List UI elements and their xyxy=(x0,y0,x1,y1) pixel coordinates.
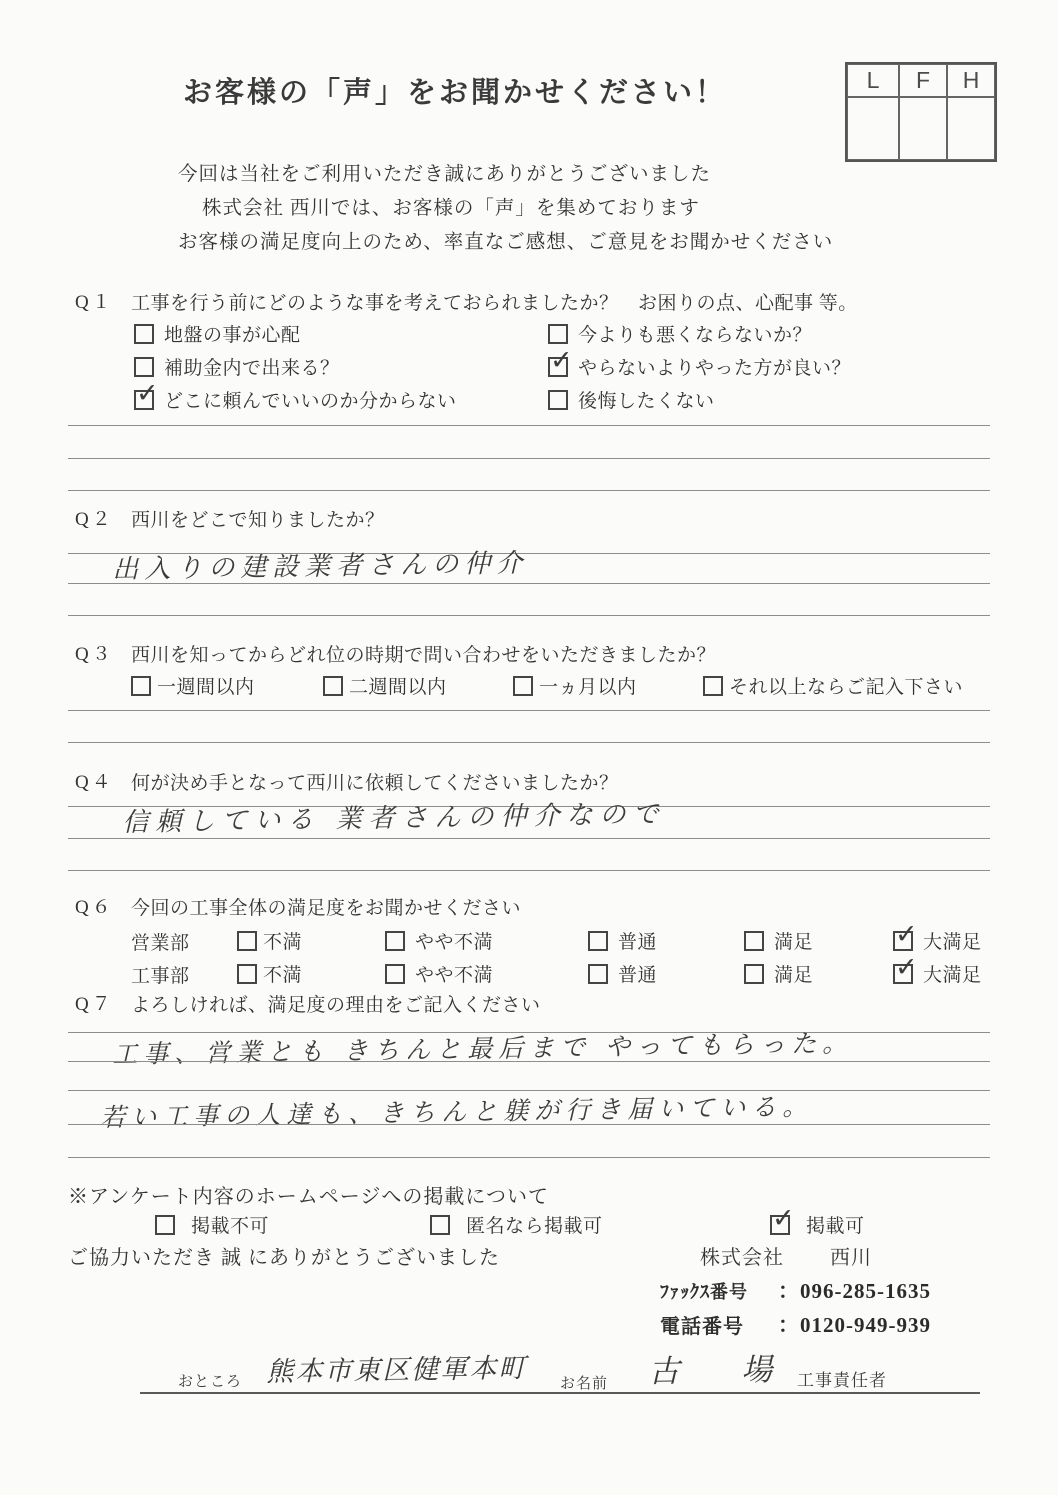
option-label: 普通 xyxy=(618,932,658,953)
ruled-line xyxy=(68,615,990,616)
stamp-header-h: H xyxy=(947,64,995,97)
handwritten-address: 熊本市東区健軍本町 xyxy=(266,1352,528,1388)
option-label: 満足 xyxy=(774,965,814,986)
q2-question-text: 西川をどこで知りましたか？ xyxy=(131,510,385,531)
option-label: 今よりも悪くならないか？ xyxy=(578,325,813,346)
ruled-line xyxy=(68,870,990,871)
q6-question-text: 今回の工事全体の満足度をお聞かせください xyxy=(131,898,522,919)
q3-option-longer xyxy=(703,672,963,699)
q3-number: Q３ xyxy=(75,644,114,665)
option-label: 掲載不可 xyxy=(191,1216,270,1237)
q1-number: Q１ xyxy=(75,292,114,313)
phone-number: ：0120-949-939 xyxy=(778,1313,931,1337)
option-label: 一週間以内 xyxy=(157,677,255,698)
q1-option-no-regret xyxy=(548,386,715,413)
thanks-text: ご協力いただき 誠 にありがとうございました xyxy=(68,1247,500,1269)
q1-option-within-subsidy xyxy=(134,353,340,380)
q3-option-within-2-weeks xyxy=(323,672,447,699)
option-label: 地盤の事が心配 xyxy=(164,325,301,346)
checkbox xyxy=(548,344,573,377)
checkbox xyxy=(131,676,151,696)
q6-number: Q６ xyxy=(75,897,114,918)
option-label: 一ヵ月以内 xyxy=(539,677,637,698)
checkbox xyxy=(744,931,764,951)
lfh-stamp-table xyxy=(845,62,997,162)
q1-option-better-to-do xyxy=(548,344,852,380)
ruled-line xyxy=(68,838,990,839)
checkbox xyxy=(893,918,918,951)
checkmark: ✓ xyxy=(550,344,573,376)
option-label: やらないよりやった方が良い？ xyxy=(578,358,852,379)
page-title: お客様の「声」をお聞かせください！ xyxy=(183,77,728,109)
construction-manager-label: 工事責任者 xyxy=(797,1371,887,1390)
publish-option-allowed xyxy=(770,1202,865,1238)
q3-option-within-1-month xyxy=(513,672,637,699)
checkbox xyxy=(385,964,405,984)
q6-construction-option-satisfied xyxy=(744,960,813,987)
q6-sales-option-very-satisfied xyxy=(893,918,982,954)
ruled-line xyxy=(68,1157,990,1158)
q7-handwritten-answer-2: 若い工事の人達も、きちんと躾が行き届いている。 xyxy=(100,1091,814,1132)
signature-underline xyxy=(140,1392,980,1394)
publish-option-anonymous-ok xyxy=(430,1211,603,1238)
intro-line-1: 今回は当社をご利用いただき誠にありがとうございました xyxy=(178,164,712,185)
stamp-header-l: L xyxy=(847,64,899,97)
option-label: 大満足 xyxy=(923,932,982,953)
company-name: 西川 xyxy=(830,1247,872,1269)
option-label: 匿名なら掲載可 xyxy=(466,1216,603,1237)
checkmark: ✓ xyxy=(772,1202,795,1234)
q6-sales-option-neutral xyxy=(588,927,657,954)
q6-construction-option-somewhat-dissatisfied xyxy=(385,960,493,987)
q4-handwritten-answer: 信頼している 業者さんの仲介なので xyxy=(122,799,666,838)
address-label: おところ xyxy=(178,1374,243,1390)
checkbox xyxy=(134,357,154,377)
checkmark: ✓ xyxy=(136,377,159,409)
checkbox xyxy=(893,951,918,984)
q7-number: Q７ xyxy=(75,994,114,1015)
handwritten-name: 古 場 xyxy=(648,1351,799,1390)
option-label: 補助金内で出来る？ xyxy=(164,358,340,379)
q6-dept-construction-label: 工事部 xyxy=(131,966,190,987)
q1-option-get-worse xyxy=(548,320,812,347)
q1-option-ground-worry xyxy=(134,320,301,347)
intro-line-2: 株式会社 西川では、お客様の「声」を集めております xyxy=(202,198,700,219)
stamp-cell-f xyxy=(899,97,947,160)
checkbox xyxy=(237,931,257,951)
checkbox xyxy=(385,931,405,951)
checkbox xyxy=(513,676,533,696)
checkbox xyxy=(134,377,159,410)
option-label: 満足 xyxy=(774,932,814,953)
q7-question-text: よろしければ、満足度の理由をご記入ください xyxy=(131,995,541,1016)
stamp-cell-h xyxy=(947,97,995,160)
option-label: 大満足 xyxy=(923,965,982,986)
q6-sales-option-somewhat-dissatisfied xyxy=(385,927,493,954)
q1-option-who-to-ask xyxy=(134,377,457,413)
checkbox xyxy=(155,1215,175,1235)
name-label: お名前 xyxy=(560,1376,609,1392)
ruled-line xyxy=(68,1061,990,1062)
option-label: やや不満 xyxy=(415,932,494,953)
company-name-prefix: 株式会社 xyxy=(700,1247,784,1269)
q6-construction-option-very-satisfied xyxy=(893,951,982,987)
option-label: どこに頼んでいいのか分からない xyxy=(164,391,457,412)
q1-question-text: 工事を行う前にどのような事を考えておられましたか？ お困りの点、心配事 等。 xyxy=(131,293,858,314)
option-label: それ以上ならご記入下さい xyxy=(729,677,964,698)
checkbox xyxy=(770,1202,795,1235)
checkmark: ✓ xyxy=(895,918,918,950)
ruled-line xyxy=(68,458,990,459)
option-label: 不満 xyxy=(263,965,303,986)
ruled-line xyxy=(68,1124,990,1125)
q4-question-text: 何が決め手となって西川に依頼してくださいましたか？ xyxy=(131,773,619,794)
publish-option-not-allowed xyxy=(155,1211,269,1238)
ruled-line xyxy=(68,425,990,426)
checkbox xyxy=(237,964,257,984)
checkmark: ✓ xyxy=(895,951,918,983)
checkbox xyxy=(548,390,568,410)
q4-number: Q４ xyxy=(75,772,114,793)
checkbox xyxy=(588,964,608,984)
q3-question-text: 西川を知ってからどれ位の時期で問い合わせをいただきましたか？ xyxy=(131,645,717,666)
checkbox xyxy=(430,1215,450,1235)
q6-dept-sales-label: 営業部 xyxy=(131,933,190,954)
checkbox xyxy=(703,676,723,696)
ruled-line xyxy=(68,583,990,584)
checkbox xyxy=(588,931,608,951)
option-label: 掲載可 xyxy=(806,1216,865,1237)
ruled-line xyxy=(68,490,990,491)
q2-handwritten-answer: 出入りの建設業者さんの仲介 xyxy=(112,548,529,585)
q6-construction-option-dissatisfied xyxy=(237,960,302,987)
q7-handwritten-answer-1: 工事、営業とも きちんと最后まで やってもらった。 xyxy=(112,1028,854,1069)
option-label: 普通 xyxy=(618,965,658,986)
stamp-cell-l xyxy=(847,97,899,160)
q6-construction-option-neutral xyxy=(588,960,657,987)
q2-number: Q２ xyxy=(75,509,114,530)
option-label: 後悔したくない xyxy=(578,391,715,412)
phone-label: 電話番号 xyxy=(660,1316,744,1338)
checkbox xyxy=(548,324,568,344)
option-label: 不満 xyxy=(263,932,303,953)
stamp-header-f: F xyxy=(899,64,947,97)
checkbox xyxy=(134,324,154,344)
intro-line-3: お客様の満足度向上のため、率直なご感想、ご意見をお聞かせください xyxy=(178,232,834,253)
publish-section-heading: ※アンケート内容のホームページへの掲載について xyxy=(68,1186,549,1208)
fax-number: ：096-285-1635 xyxy=(778,1279,931,1303)
q3-option-within-1-week xyxy=(131,672,255,699)
checkbox xyxy=(744,964,764,984)
ruled-line xyxy=(68,710,990,711)
q6-sales-option-satisfied xyxy=(744,927,813,954)
checkbox xyxy=(323,676,343,696)
fax-label: ﾌｧｯｸｽ番号 xyxy=(660,1282,748,1302)
option-label: 二週間以内 xyxy=(349,677,447,698)
q6-sales-option-dissatisfied xyxy=(237,927,302,954)
ruled-line xyxy=(68,742,990,743)
option-label: やや不満 xyxy=(415,965,494,986)
